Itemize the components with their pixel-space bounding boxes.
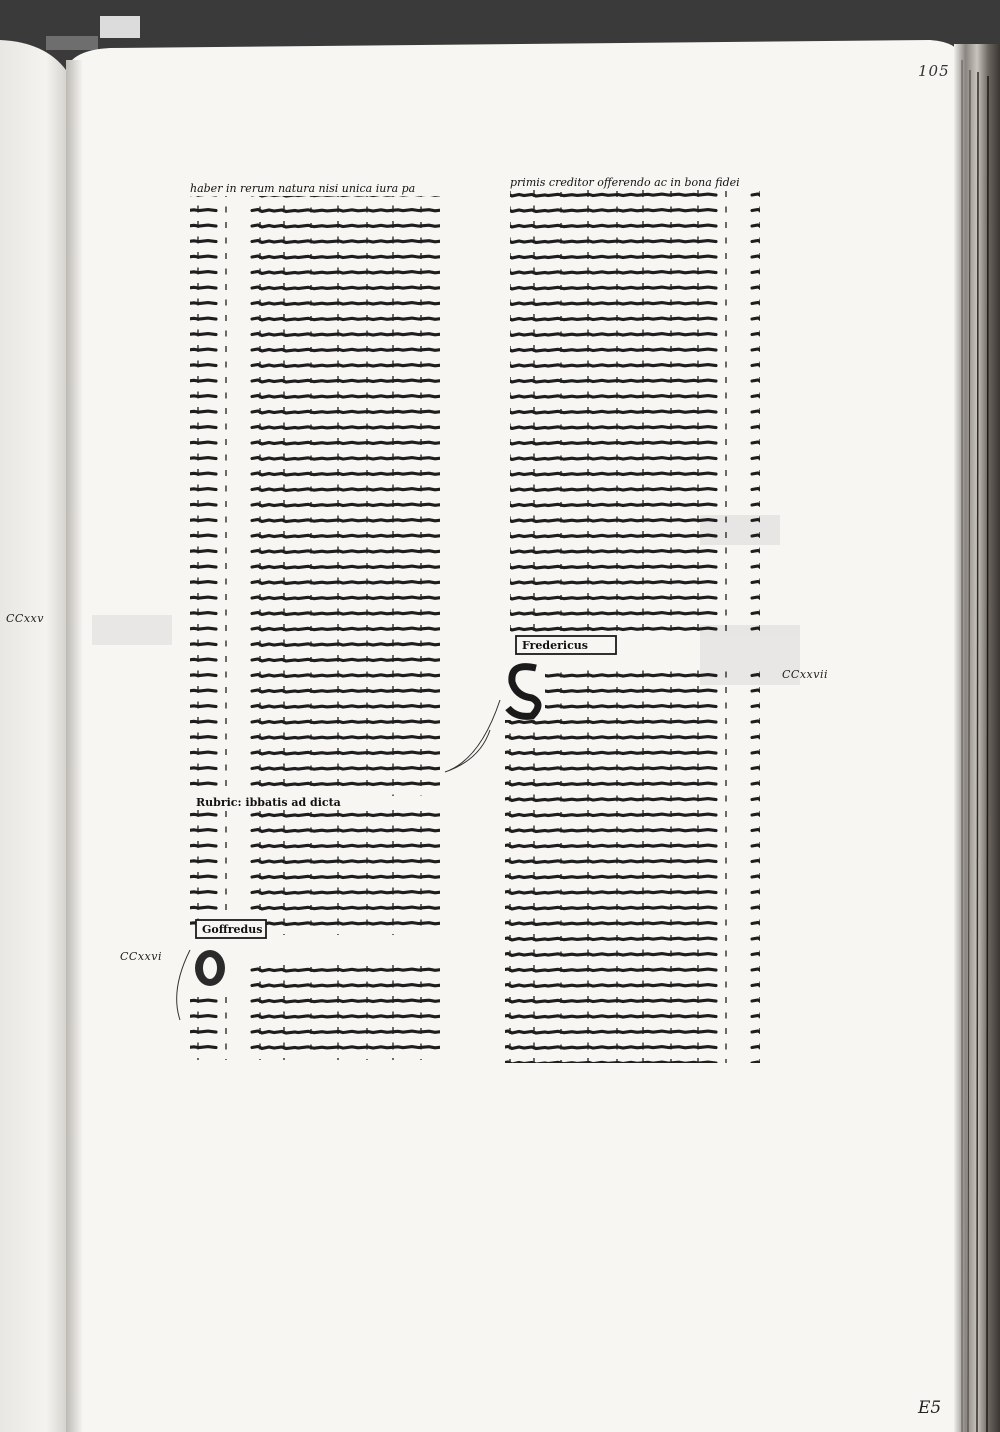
left-column-first-line: haber in rerum natura nisi unica iura pa: [190, 182, 416, 195]
right-gloss-label: Fredericus: [522, 639, 588, 652]
margin-note-left-upper: CCxxv: [6, 612, 44, 625]
margin-note-left-lower: CCxxvi: [120, 950, 162, 963]
left-gloss-label: Goffredus: [202, 923, 263, 936]
signature-mark: E5: [918, 1398, 942, 1418]
margin-note-right: CCxxvii: [782, 668, 828, 681]
right-column-first-line: primis creditor offerendo ac in bona fidei: [510, 176, 740, 189]
left-rubric-heading: Rubric: ibbatis ad dicta: [196, 796, 341, 809]
folio-number: 105: [918, 62, 950, 80]
left-page-edge: [0, 40, 66, 1432]
